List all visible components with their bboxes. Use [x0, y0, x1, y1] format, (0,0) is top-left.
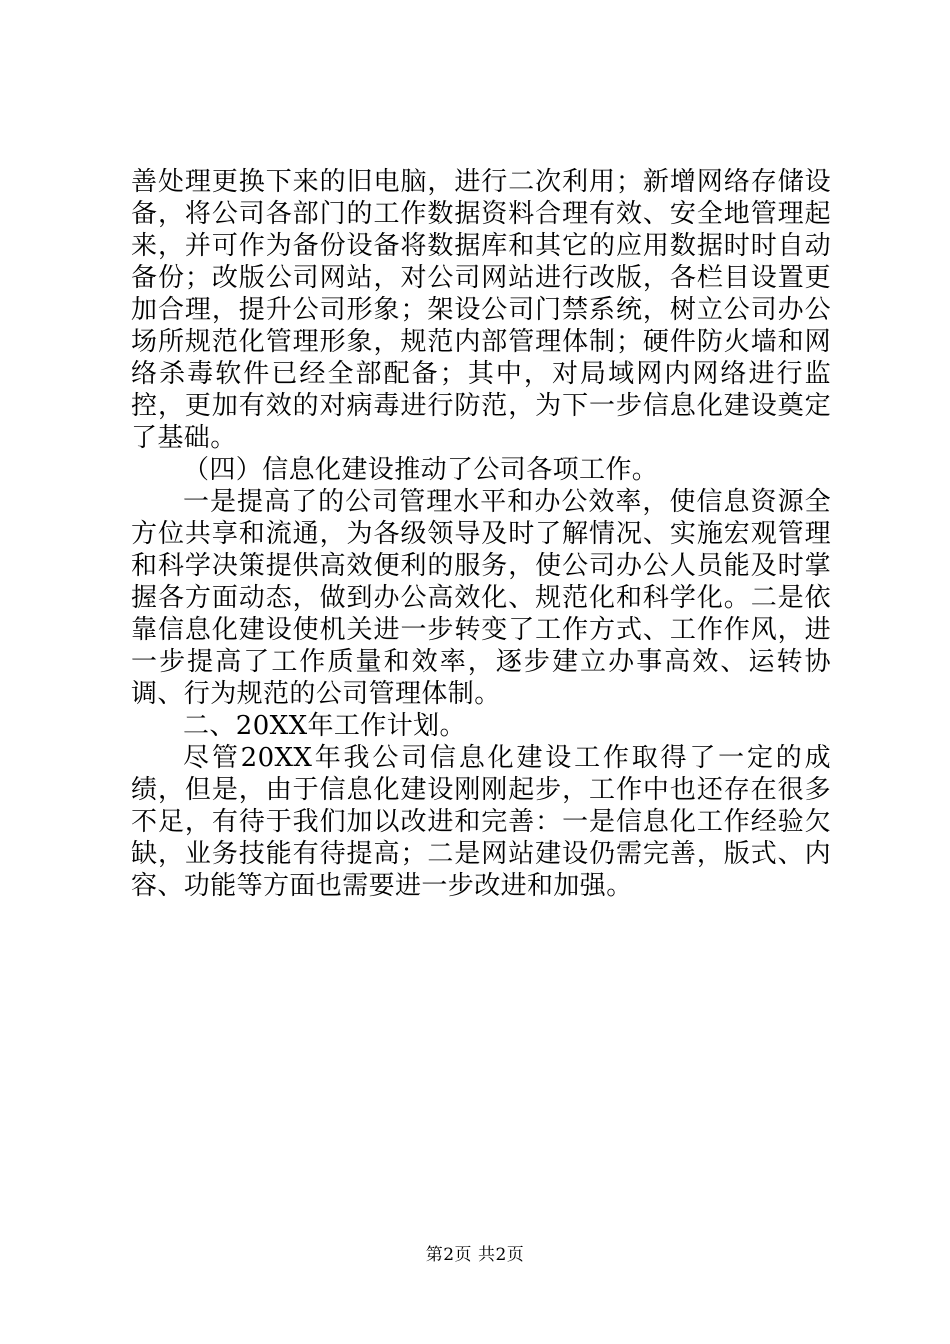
section-heading-four: （四）信息化建设推动了公司各项工作。 — [183, 455, 659, 485]
section-heading-work-plan: 二、20XX年工作计划。 — [183, 711, 466, 741]
paragraph-work-plan: 尽管20XX年我公司信息化建设工作取得了一定的成绩，但是，由于信息化建设刚刚起步，工作中也还存在很多不足，有待于我们加以改进和完善：一是信息化工作经验欠缺，业务技能有待提高；二是网站建设仍需完善，版式、内容、功能等方面也需要进一步改进和加强。 — [131, 743, 831, 901]
paragraph-benefits: 一是提高了的公司管理水平和办公效率，使信息资源全方位共享和流通，为各级领导及时了解情况、实施宏观管理和科学决策提供高效便利的服务，使公司办公人员能及时掌握各方面动态，做到办公高效化、规范化和科学化。二是依靠信息化建设使机关进一步转变了工作方式、工作作风，进一步提高了工作质量和效率，逐步建立办事高效、运转协调、行为规范的公司管理体制。 — [131, 487, 831, 709]
paragraph-continuation: 善处理更换下来的旧电脑，进行二次利用；新增网络存储设备，将公司各部门的工作数据资料合理有效、安全地管理起来，并可作为备份设备将数据库和其它的应用数据时时自动备份；改版公司网站，对公司网站进行改版，各栏目设置更加合理，提升公司形象；架设公司门禁系统，树立公司办公场所规范化管理形象，规范内部管理体制；硬件防火墙和网络杀毒软件已经全部配备；其中，对局域网内网络进行监控，更加有效的对病毒进行防范，为下一步信息化建设奠定了基础。 — [131, 167, 831, 453]
page-number-footer: 第2页 共2页 — [425, 1245, 525, 1265]
document-body — [131, 166, 831, 902]
